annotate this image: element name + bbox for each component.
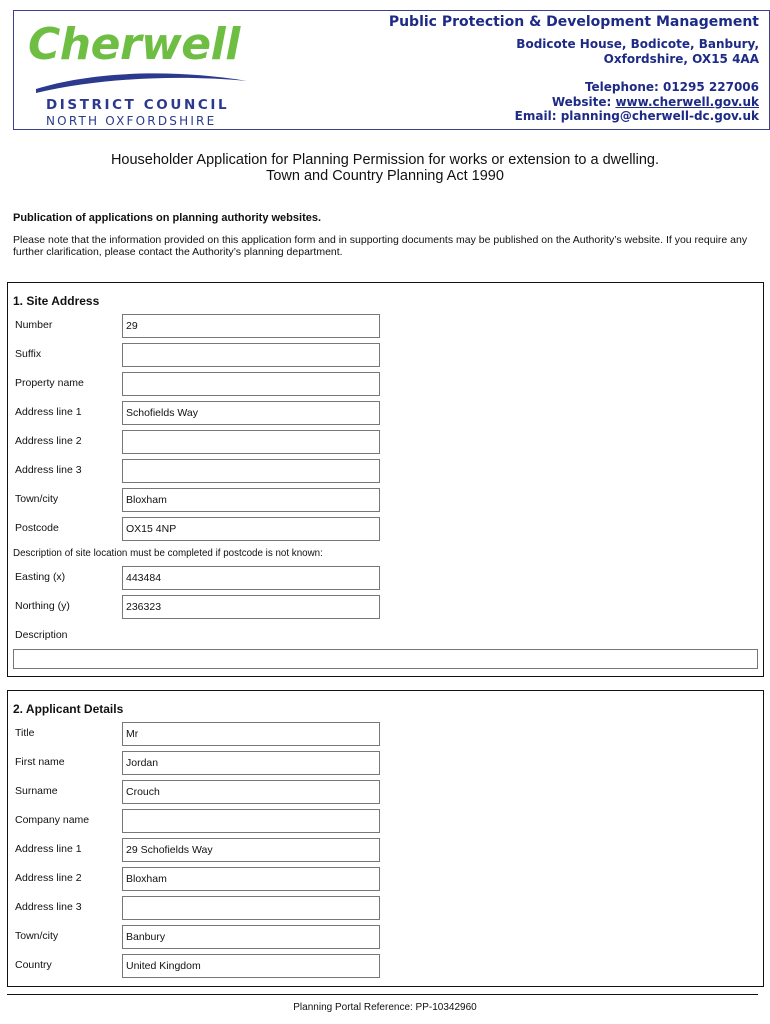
publication-heading: Publication of applications on planning authority websites. [13,212,322,224]
form-row-number [15,314,395,338]
field-label: Address line 3 [15,901,82,913]
property-name-field[interactable] [122,372,380,396]
form-row-country [15,954,395,978]
applicant-address-line-1-field[interactable]: 29 Schofields Way [122,838,380,862]
form-row-address-line-1 [15,838,395,862]
field-label: Postcode [15,522,59,534]
field-label: Address line 3 [15,464,82,476]
department-address [389,37,759,66]
footer-divider [7,994,758,995]
form-row-description [15,624,395,648]
field-label: Property name [15,377,84,389]
address-line-2-field[interactable] [122,430,380,454]
website-label: Website: [551,94,612,109]
logo-swoosh-icon [34,67,249,93]
number-field[interactable]: 29 [122,314,380,338]
department-title: Public Protection & Development Management [388,14,759,30]
surname-field[interactable]: Crouch [122,780,380,804]
logo-line-north: NORTH OXFORDSHIRE [46,114,217,128]
field-label: Description [15,629,68,641]
form-row-title [15,722,395,746]
header-banner [13,10,770,130]
department-block [389,13,759,124]
easting-field[interactable]: 443484 [122,566,380,590]
field-label: Address line 1 [15,843,82,855]
form-row-address-line-2 [15,430,395,454]
council-logo [28,19,258,131]
form-row-town-city [15,488,395,512]
location-note: Description of site location must be completed if postcode is not known: [13,548,323,559]
telephone: Telephone: 01295 227006 [584,80,759,94]
form-row-northing [15,595,395,619]
address-line-3-field[interactable] [122,459,380,483]
form-row-address-line-1 [15,401,395,425]
email-link[interactable]: planning@cherwell-dc.gov.uk [560,109,759,123]
publication-note: Please note that the information provided on this application form and in supporting documents may be published on the Authority’s website. If you require any further clarification, please contact the Authority’s planning department. [13,234,748,258]
address-line-2: Oxfordshire, OX15 4AA [603,51,759,66]
country-field[interactable]: United Kingdom [122,954,380,978]
field-label: Address line 2 [15,435,82,447]
field-label: Address line 2 [15,872,82,884]
address-line-1: Bodicote House, Bodicote, Banbury, [516,37,759,51]
form-row-first-name [15,751,395,775]
document-title-line1: Householder Application for Planning Permission for works or extension to a dwelling. [110,152,660,168]
applicant-address-line-3-field[interactable] [122,896,380,920]
field-label: Town/city [15,493,59,505]
form-row-company-name [15,809,395,833]
address-line-1-field[interactable]: Schofields Way [122,401,380,425]
planning-portal-reference: Planning Portal Reference: PP-10342960 [293,1002,477,1013]
field-label: Town/city [15,930,59,942]
field-label: Country [15,959,52,971]
applicant-address-line-2-field[interactable]: Bloxham [122,867,380,891]
field-label: Surname [15,785,58,797]
form-row-address-line-3 [15,896,395,920]
document-title [0,152,770,184]
postcode-field[interactable]: OX15 4NP [122,517,380,541]
email-line [389,109,759,124]
form-row-easting [15,566,395,590]
section-title: 2. Applicant Details [13,702,124,716]
description-field[interactable] [13,649,758,669]
department-contact [389,80,759,124]
field-label: Suffix [15,348,42,360]
company-name-field[interactable] [122,809,380,833]
northing-field[interactable]: 236323 [122,595,380,619]
form-row-surname [15,780,395,804]
website-line [389,95,759,110]
field-label: Number [15,319,53,331]
form-row-property-name [15,372,395,396]
field-label: Title [15,727,35,739]
logo-wordmark: Cherwell [28,19,240,70]
email-label: Email: [514,109,557,123]
form-row-postcode [15,517,395,541]
field-label: Northing (y) [15,600,70,612]
suffix-field[interactable] [122,343,380,367]
town-city-field[interactable]: Bloxham [122,488,380,512]
document-title-line2: Town and Country Planning Act 1990 [266,168,504,184]
form-row-address-line-3 [15,459,395,483]
form-row-address-line-2 [15,867,395,891]
applicant-details-section [7,690,764,987]
field-label: Easting (x) [15,571,66,583]
logo-line-district: DISTRICT COUNCIL [46,97,230,113]
field-label: Company name [15,814,90,826]
form-row-town-city [15,925,395,949]
website-link[interactable]: www.cherwell.gov.uk [615,94,759,109]
first-name-field[interactable]: Jordan [122,751,380,775]
section-title: 1. Site Address [13,294,100,308]
field-label: First name [15,756,65,768]
title-field[interactable]: Mr [122,722,380,746]
applicant-town-city-field[interactable]: Banbury [122,925,380,949]
site-address-section [7,282,764,677]
field-label: Address line 1 [15,406,82,418]
form-row-suffix [15,343,395,367]
